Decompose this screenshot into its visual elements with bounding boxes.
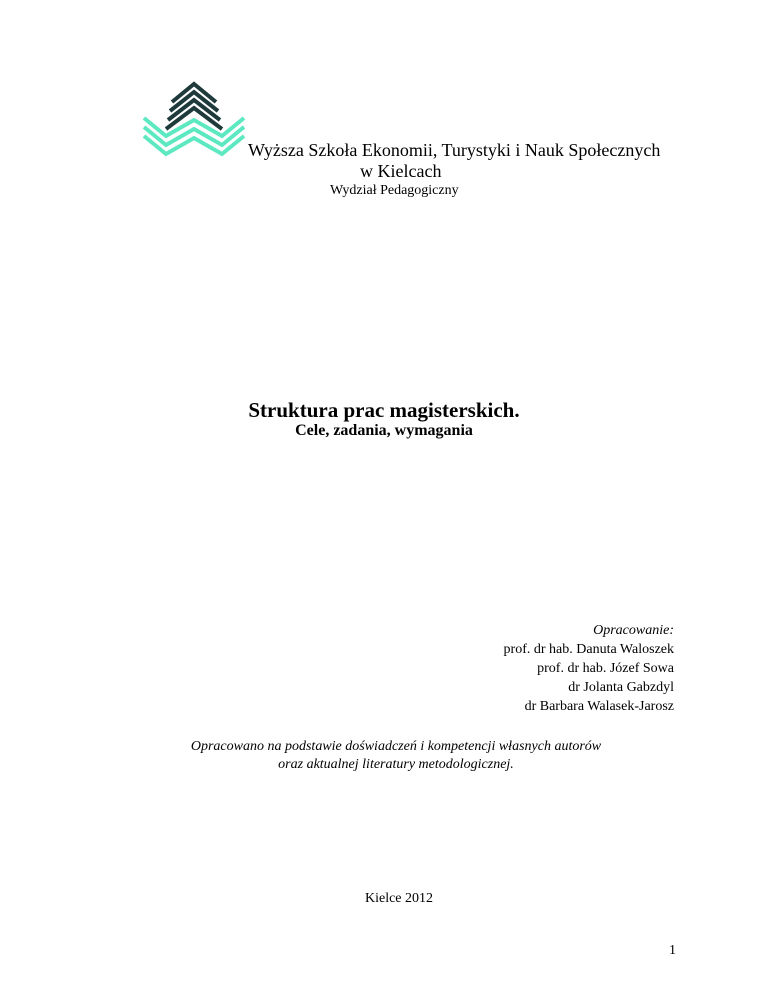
faculty-name: Wydział Pedagogiczny bbox=[330, 183, 459, 198]
document-title: Struktura prac magisterskich. bbox=[248, 398, 520, 422]
source-note-line2: oraz aktualnej literatury metodologicznej. bbox=[278, 757, 514, 772]
author-item: dr Jolanta Gabzdyl bbox=[568, 680, 674, 695]
author-item: prof. dr hab. Danuta Waloszek bbox=[503, 642, 674, 657]
author-item: dr Barbara Walasek-Jarosz bbox=[524, 699, 674, 714]
source-note bbox=[0, 738, 768, 774]
authors-label: Opracowanie: bbox=[593, 623, 674, 638]
authors-block bbox=[504, 621, 674, 716]
page-number: 1 bbox=[669, 943, 676, 958]
author-item: prof. dr hab. Józef Sowa bbox=[537, 661, 674, 676]
document-subtitle: Cele, zadania, wymagania bbox=[295, 422, 473, 439]
source-note-line1: Opracowano na podstawie doświadczeń i kompetencji własnych autorów bbox=[190, 739, 602, 754]
university-name-line1: Wyższa Szkoła Ekonomii, Turystyki i Nauk Społecznych bbox=[248, 140, 661, 160]
university-logo-icon bbox=[140, 80, 248, 162]
place-year: Kielce 2012 bbox=[364, 891, 434, 906]
university-name-line2: w Kielcach bbox=[360, 161, 442, 181]
